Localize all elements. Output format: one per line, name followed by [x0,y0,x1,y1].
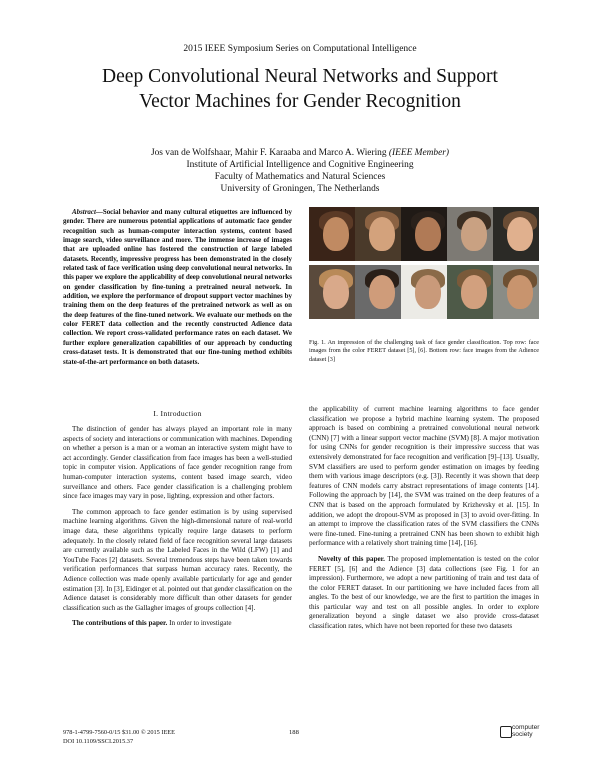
face-photo [447,265,493,319]
abstract [63,208,292,367]
right-paragraph-1: the applicability of current machine learning algorithms to face gender classification we propose a hybrid machine learning system. The proposed approach is based on combining a pretrained convolutional neural network (CNN) [7] with a linear support vector machine (SVM) [8]. A major motivation for using CNNs for gender recognition is their impressive success that was extensively demonstrated for face recognition and verification [9]–[13]. Usually, SVM classifiers are used to perform gender estimation on images by feeding them with various image descriptors (e.g. [3]). Recently it was shown that deep features of CNN models carry abstract representations of image contents [14]. Following the approach by [14], the SVM was trained on the deep features of a CNN that is based on the approach formulated by Krizhevsky et al. [15]. In addition, we adopt the dropout-SVM as proposed in [3] to avoid over-fitting. In an attempt to improve the classification rates of the SVM classifiers the CNNs were fine-tuned. Fine-tuning a pretrained CNN has been shown to exhibit high performance with a relatively short training time [14], [16]. [309,405,539,548]
title-line-2: Vector Machines for Gender Recognition [139,91,461,112]
contributions-text: In order to investigate [167,619,232,628]
paper-title [50,64,550,114]
affiliation-2: Faculty of Mathematics and Natural Sciences [214,172,386,182]
author-block [60,147,540,195]
title-line-1: Deep Convolutional Neural Networks and Support [102,66,498,87]
affiliation-3: University of Groningen, The Netherlands [220,184,380,194]
photo-row-adience [309,265,539,319]
face-photo [355,207,401,261]
face-photo [493,207,539,261]
footer-copyright [63,729,175,746]
page-number: 188 [289,729,299,736]
author-role: (IEEE Member) [388,148,450,158]
figure-1-caption: Fig. 1. An impression of the challenging task of face gender classification. Top row: face images from the color FERET dataset [5], [6]. Bottom row: face images from the Adience dataset [3] [309,339,539,363]
author-names: Jos van de Wolfshaar, Mahir F. Karaaba and Marco A. Wiering [150,148,387,158]
face-photo [309,265,355,319]
author-line [60,147,540,159]
logo-line-1: computer [512,724,540,731]
photo-row-feret [309,207,539,261]
isbn-line: 978-1-4799-7560-0/15 $31.00 © 2015 IEEE [63,729,175,736]
logo-line-2: society [512,731,533,738]
right-column [309,405,539,638]
introduction-column [63,425,292,635]
novelty-text: The proposed implementation is tested on the color FERET [5], [6] and the Adience [3] data collections (see Fig. 1 for an impression). Furthermore, we adopt a new partitioning of train and test data of the color FERET dataset. In our partitioning we have included faces from all angles. To the best of our knowledge, we are the first to partition the images in this particular way and test on all possible angles. In order to explore generalization beyond a single dataset we also provide cross-dataset classification rates, which have not been reported for these two datasets [309,554,539,631]
doi-line: DOI 10.1109/SSCI.2015.37 [63,737,134,745]
intro-paragraph-2: The common approach to face gender estimation is by using supervised machine learning algorithms. Given the high-dimensional nature of real-world image data, these algorithms typically require large datasets to perform adequately. In the closely related field of face recognition several large datasets are currently available such as the Labeled Faces in the Wild (LFW) [1] and YouTube Faces [2] datasets. Several tremendous steps have been taken towards verification performances that surpass human accuracy rates. Recently, the Adience collection was made openly available particularly for age and gender estimation [3]. In [3], Eidinger et al. pointed out that gender classification on the Adience dataset is considerably more difficult than other datasets for gender classification such as the Gallagher images of groups collection [4]. [63,507,292,612]
logo-wordmark [512,724,540,738]
face-photo [401,265,447,319]
face-photo [401,207,447,261]
right-paragraph-2 [309,555,539,632]
face-photo [309,207,355,261]
novelty-label: Novelty of this paper. [318,554,385,563]
intro-paragraph-3 [63,619,292,629]
abstract-label: Abstract [72,208,96,216]
abstract-text: —Social behavior and many cultural etiquettes are influenced by gender. There are numerous potential applications of automatic face gender recognition such as human-computer interaction systems, content based image search, video surveillance and more. The immense increase of images that are uploaded online has fostered the construction of large labeled datasets. Recently, impressive progress has been demonstrated in the closely related task of face verification using deep convolutional neural networks. In this paper we explore the applicability of deep convolutional neural networks on gender classification by fine-tuning a pretrained neural network. In addition, we explore the performance of dropout support vector machines by training them on the deep features of the pretrained network as well as on the deep features of the fine-tuned network. We evaluate our methods on the color FERET data collection and the recently constructed Adience data collection. We report cross-validated performance rates on each dataset. We further explore generalization capabilities of our approach by conducting cross-dataset tests. It is demonstrated that our fine-tuning method exhibits state-of-the-art performance on both datasets. [63,208,292,366]
face-photo [355,265,401,319]
section-heading-introduction: I. Introduction [153,409,202,418]
intro-paragraph-1: The distinction of gender has always played an important role in many aspects of society and interactions or communication with machines. Depending on whether a person is a man or a woman an interactive system might have to act accordingly. Gender classification from face images has been a well-studied topic in computer vision. Applications of face gender recognition range from human-computer interaction systems, content based image search, video surveillance and others. Face gender classification is a challenging problem since face images may vary in pose, lighting, expression and other factors. [63,425,292,501]
figure-1-face-grid [309,207,539,323]
face-photo [447,207,493,261]
affiliation-1: Institute of Artificial Intelligence and Cognitive Engineering [186,160,414,170]
face-photo [493,265,539,319]
contributions-label: The contributions of this paper. [72,619,168,628]
computer-society-logo [498,722,542,746]
symposium-header: 2015 IEEE Symposium Series on Computational Intelligence [183,44,417,54]
computer-society-mark-icon [500,726,512,738]
